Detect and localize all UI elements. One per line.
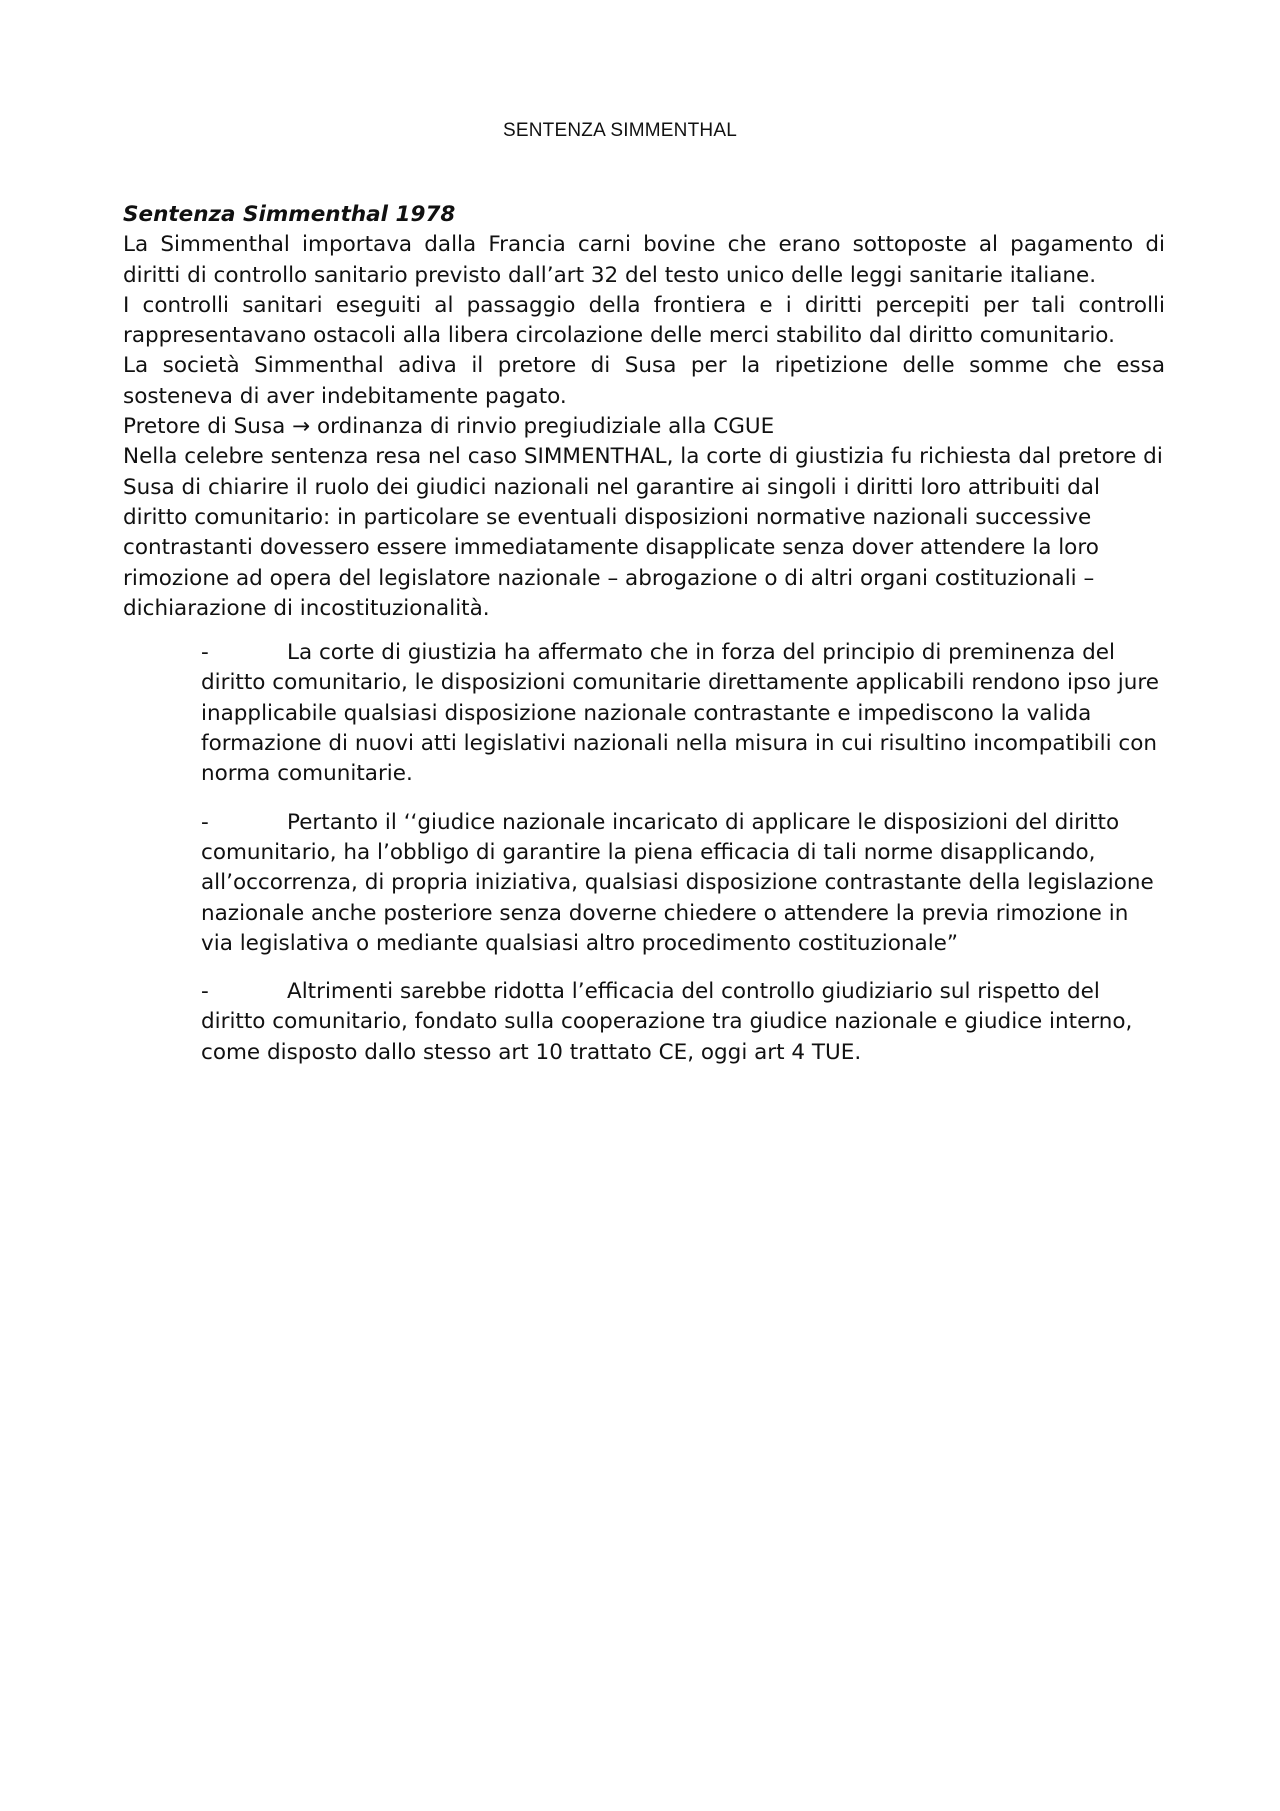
bullet-list — [201, 638, 1165, 1068]
section-title: Sentenza Simmenthal 1978 — [123, 202, 456, 227]
bullet-text: Pertanto il ‘‘giudice nazionale incaricato di applicare le disposizioni del diritto comunitario, ha l’obbligo di garantire la piena efficacia di tali norme disapplicando, all’occorrenza, di propria iniziativa, qualsiasi disposizione contrastante della legislazione nazionale anche posteriore senza doverne chiedere o attendere la previa rimozione in via legislativa o mediante qualsiasi altro procedimento costituzionale” — [201, 809, 1154, 956]
flow-line — [123, 412, 1165, 442]
arrow-right-icon: → — [292, 414, 311, 440]
document-body — [123, 200, 1165, 1086]
bullet-text: Altrimenti sarebbe ridotta l’efficacia del controllo giudiziario sul rispetto del diritto comunitario, fondato sulla cooperazione tra giudice nazionale e giudice interno, come disposto dallo stesso art 10 trattato CE, oggi art 4 TUE. — [201, 979, 1133, 1065]
flow-line-right: ordinanza di rinvio pregiudiziale alla CGUE — [317, 414, 775, 440]
bullet-dash: - — [201, 640, 209, 666]
bullet-dash: - — [201, 809, 209, 835]
paragraph-controls: I controlli sanitari eseguiti al passaggio della frontiera e i diritti percepiti per tali controlli rappresentavano ostacoli alla libera circolazione delle merci stabilito dal diritto comunitario. — [123, 292, 1165, 349]
bullet-text: La corte di giustizia ha affermato che in forza del principio di preminenza del diritto comunitario, le disposizioni comunitarie direttamente applicabili rendono ipso jure inapplicabile qualsiasi disposizione nazionale contrastante e impediscono la valida formazione di nuovi atti legislativi nazionali nella misura in cui risultino incompatibili con norma comunitarie. — [201, 640, 1159, 787]
paragraph-lawsuit: La società Simmenthal adiva il pretore di Susa per la ripetizione delle somme che essa sosteneva di aver indebitamente pagato. — [123, 353, 1165, 409]
bullet-item — [201, 808, 1165, 959]
paragraph-import: La Simmenthal importava dalla Francia carni bovine che erano sottoposte al pagamento di diritti di controllo sanitario previsto dall’art 32 del testo unico delle leggi sanitarie italiane. — [123, 232, 1165, 288]
bullet-item — [201, 638, 1165, 789]
paragraph-ruling: Nella celebre sentenza resa nel caso SIMMENTHAL, la corte di giustizia fu richiesta dal pretore di Susa di chiarire il ruolo dei giudici nazionali nel garantire ai singoli i diritti loro attribuiti dal diritto comunitario: in particolare se eventuali disposizioni normative nazionali successive contrastanti dovessero essere immediatamente disapplicate senza dover attendere la loro rimozione ad opera del legislatore nazionale – abrogazione o di altri organi costituzionali – dichiarazione di incostituzionalità. — [123, 444, 1163, 621]
bullet-item — [201, 977, 1165, 1068]
bullet-dash: - — [201, 979, 209, 1005]
flow-line-left: Pretore di Susa — [123, 414, 286, 440]
page-header: SENTENZA SIMMENTHAL — [503, 120, 737, 141]
